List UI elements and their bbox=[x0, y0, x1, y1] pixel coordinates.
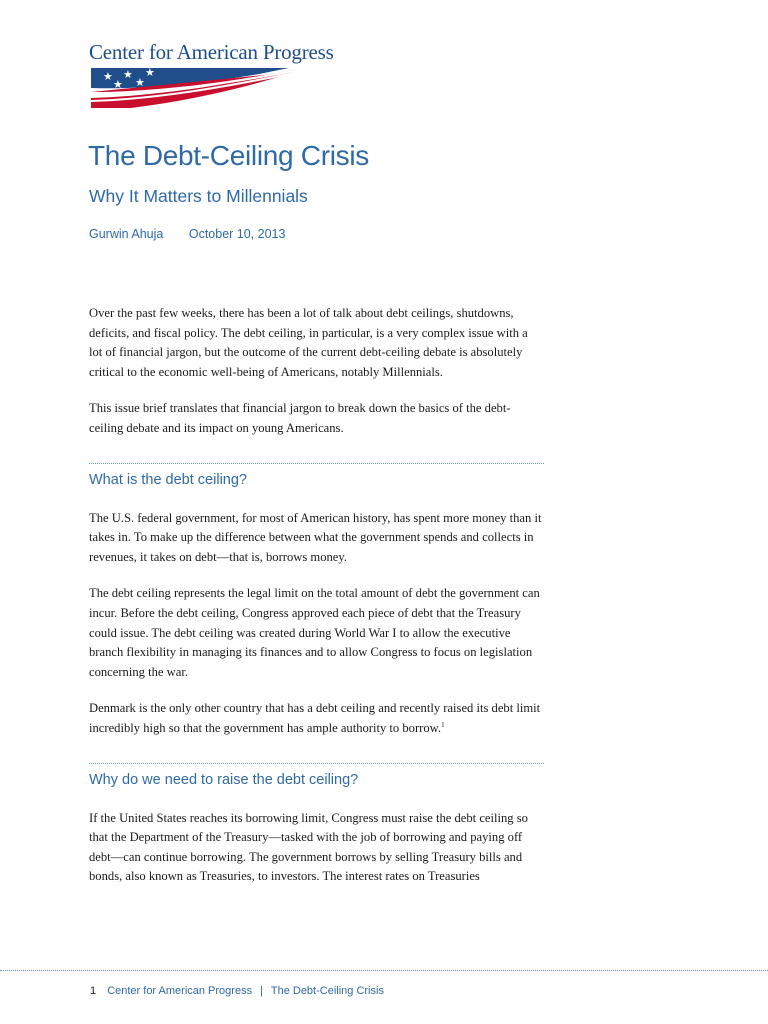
byline bbox=[89, 227, 285, 241]
body-paragraph bbox=[89, 699, 544, 738]
svg-text:★: ★ bbox=[145, 66, 155, 79]
document-subtitle: Why It Matters to Millennials bbox=[89, 186, 308, 206]
body-paragraph: If the United States reaches its borrowing limit, Congress must raise the debt ceiling so that the Department of the Treasury—tasked with the job of borrowing and paying off debt—can continue borrowing. The government borrows by selling Treasury bills and bonds, also known as Treasuries, to investors. The interest rates on Treasuries bbox=[89, 810, 528, 884]
logo-wordmark: Center for American Progress bbox=[89, 40, 334, 64]
footnote-ref[interactable]: 1 bbox=[441, 720, 445, 729]
footer-org: Center for American Progress bbox=[107, 985, 253, 997]
body-paragraph: The debt ceiling represents the legal limit on the total amount of debt the government can incur. Before the debt ceiling, Congress approved each piece of debt that the Treasury could issue. The debt ceiling was created during World War I to allow the executive branch flexibility in managing its finances and to allow Congress to focus on legislation concerning the war. bbox=[89, 586, 540, 679]
section-heading: What is the debt ceiling? bbox=[89, 471, 247, 488]
article-body bbox=[89, 304, 544, 904]
cap-logo bbox=[89, 40, 349, 106]
page-number: 1 bbox=[90, 985, 97, 997]
flag-swoosh-icon bbox=[89, 66, 339, 108]
section-divider bbox=[89, 463, 544, 464]
page-footer bbox=[90, 985, 384, 997]
intro-paragraph: This issue brief translates that financial jargon to break down the basics of the debt-ceiling debate and its impact on young Americans. bbox=[89, 401, 511, 435]
intro-paragraph: Over the past few weeks, there has been a lot of talk about debt ceilings, shutdowns, deficits, and fiscal policy. The debt ceiling, in particular, is a very complex issue with a lot of financial jargon, but the outcome of the current debt-ceiling debate is absolutely critical to the economic well-being of Americans, notably Millennials. bbox=[89, 306, 528, 379]
footer-doc-title: The Debt-Ceiling Crisis bbox=[270, 985, 384, 997]
svg-text:★: ★ bbox=[123, 68, 133, 81]
body-paragraph: The U.S. federal government, for most of American history, has spent more money than it takes in. To make up the difference between what the government spends and collects in revenues, it takes on debt—that is, borrows money. bbox=[89, 510, 542, 564]
footer-separator: | bbox=[260, 985, 263, 997]
footer-divider bbox=[0, 970, 768, 971]
section-divider bbox=[89, 763, 544, 764]
svg-text:★: ★ bbox=[103, 70, 113, 83]
document-title: The Debt-Ceiling Crisis bbox=[88, 140, 369, 171]
svg-text:★: ★ bbox=[135, 76, 145, 89]
body-paragraph-text: Denmark is the only other country that has a debt ceiling and recently raised its debt limit incredibly high so that the government has ample authority to borrow. bbox=[89, 701, 541, 735]
publication-date: October 10, 2013 bbox=[188, 227, 286, 241]
section-heading: Why do we need to raise the debt ceiling? bbox=[89, 771, 359, 788]
svg-text:★: ★ bbox=[113, 78, 123, 91]
author-name: Gurwin Ahuja bbox=[89, 227, 164, 241]
